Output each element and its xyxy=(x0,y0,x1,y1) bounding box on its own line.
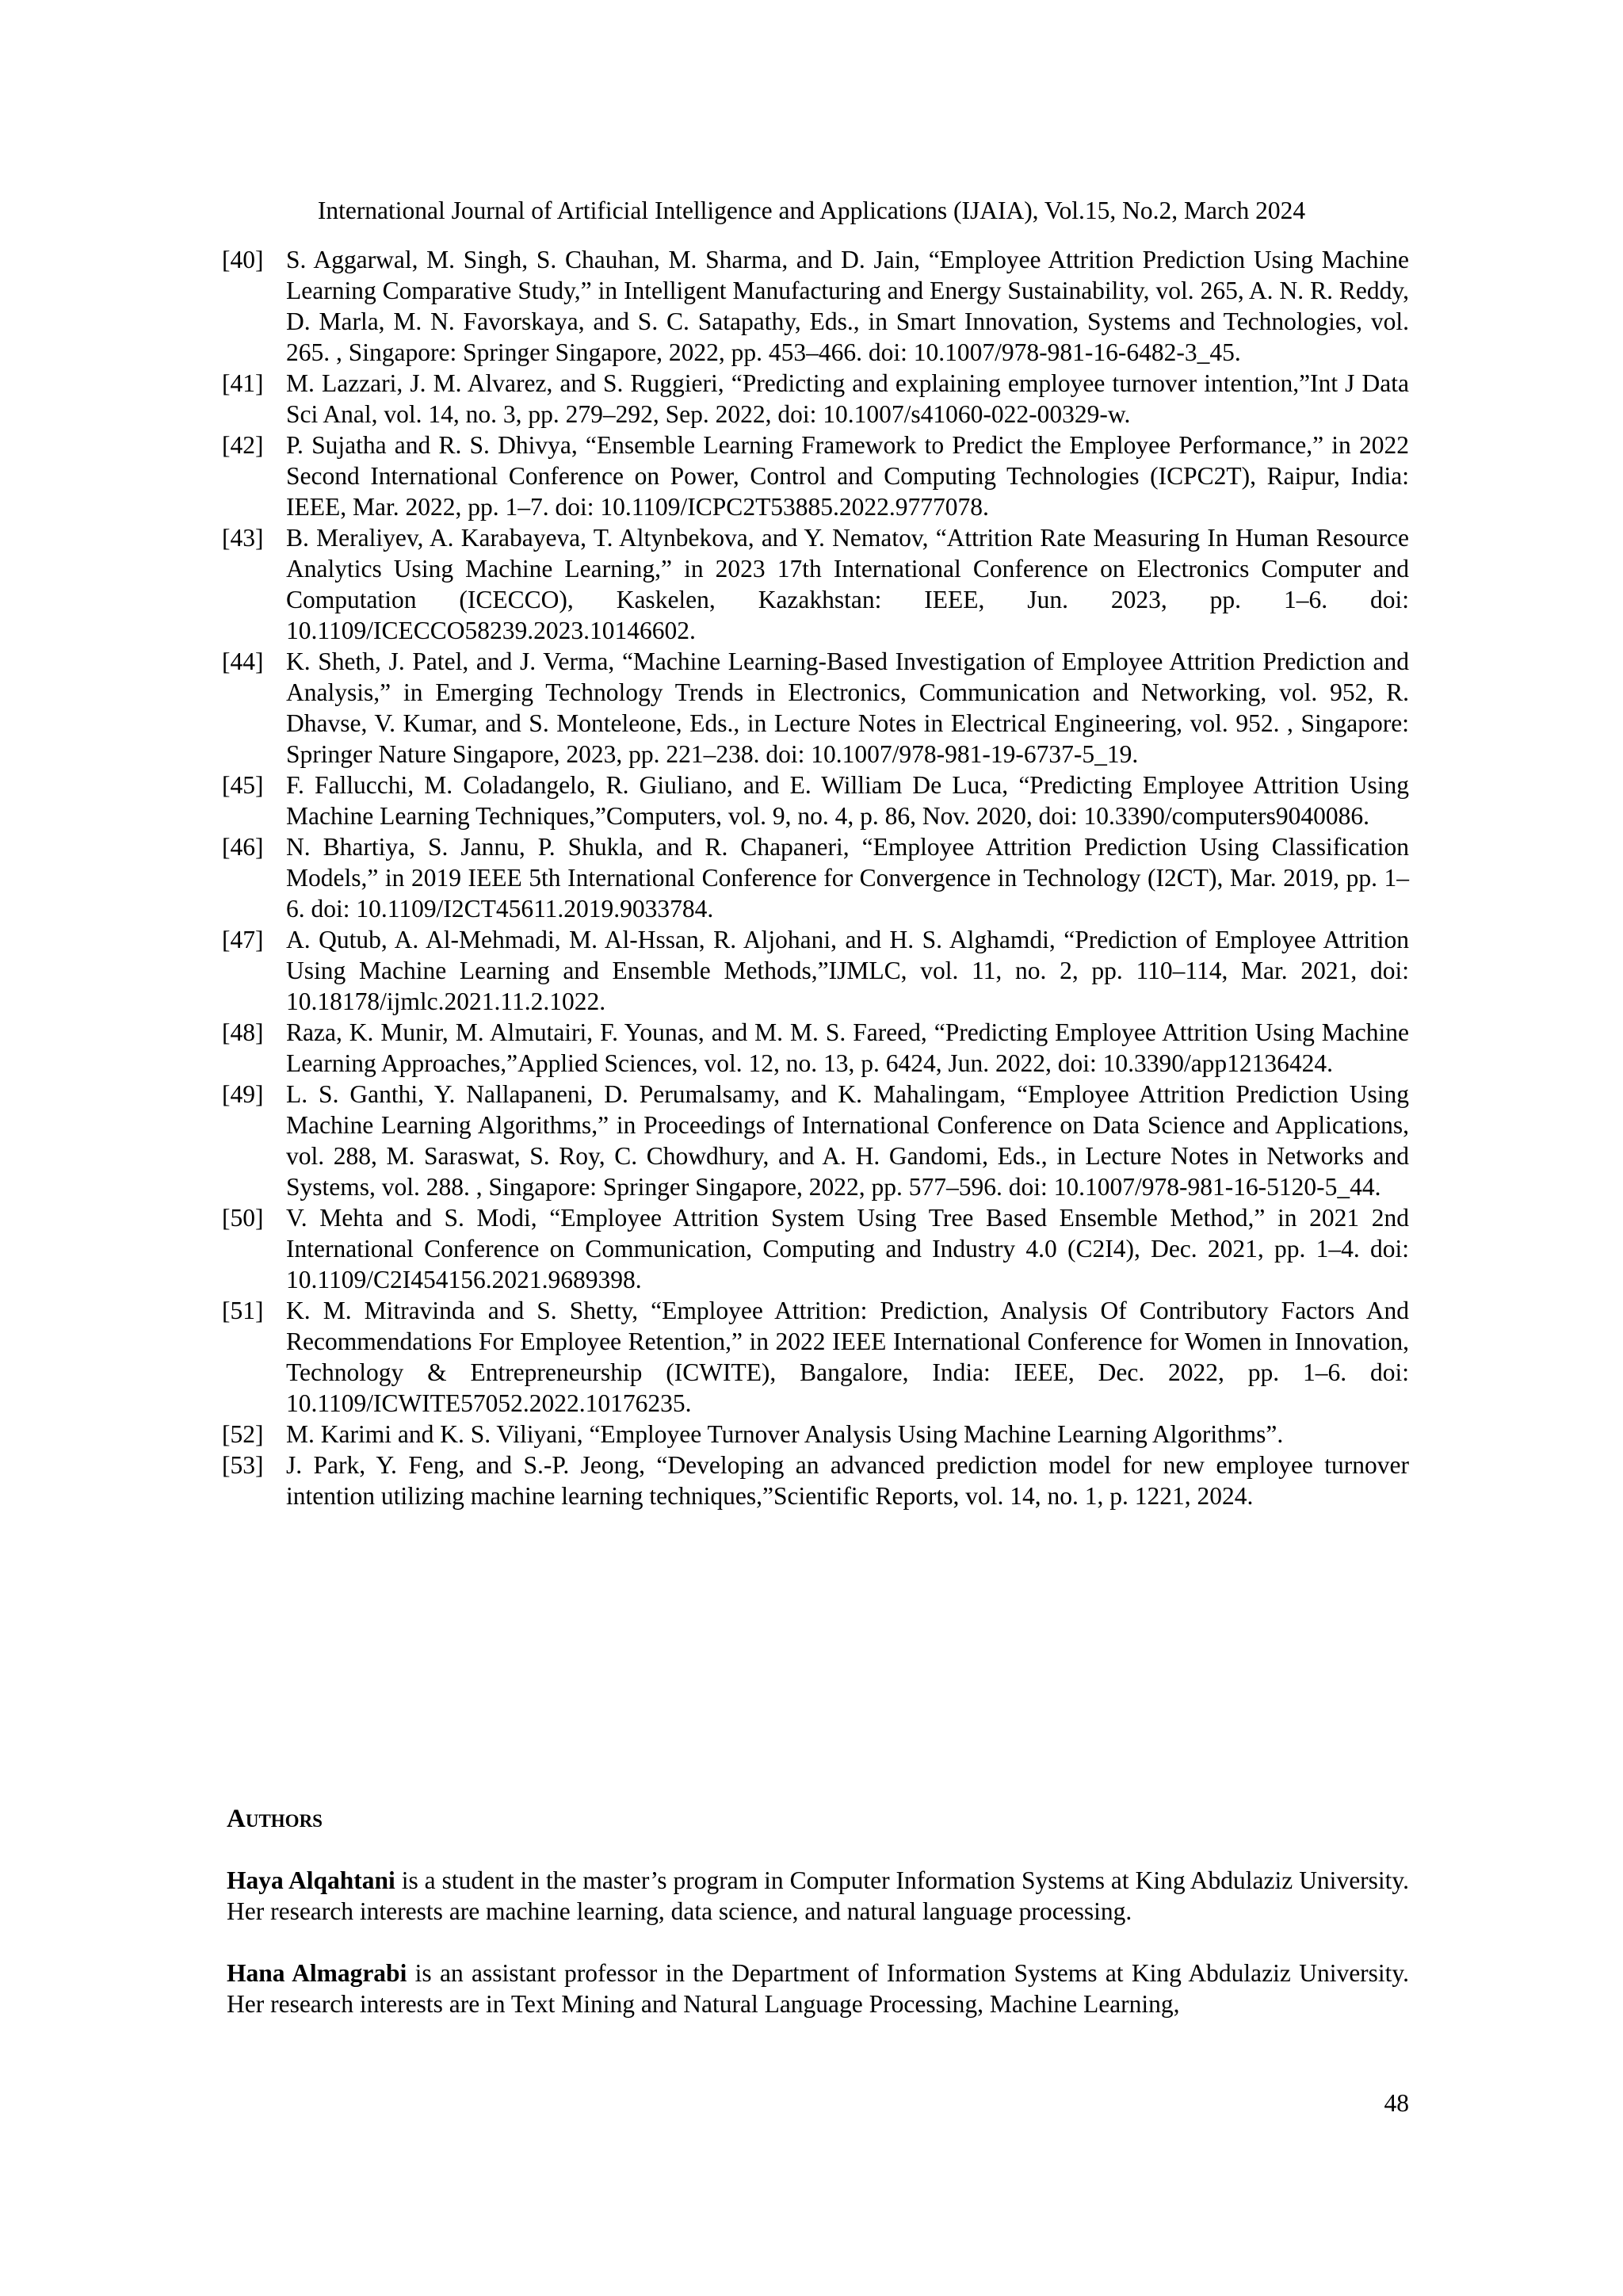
running-header: International Journal of Artificial Intelligence and Applications (IJAIA), Vol.15, No.2, March 2024 xyxy=(317,197,1306,224)
reference-number: [42] xyxy=(222,431,264,459)
reference-number: [41] xyxy=(222,369,264,397)
reference-number: [51] xyxy=(222,1297,264,1324)
reference-item xyxy=(222,831,1409,924)
reference-text: K. M. Mitravinda and S. Shetty, “Employee Attrition: Prediction, Analysis Of Contributory Factors And Recommendations For Employee Retention,” in 2022 IEEE International Conference for Women in Innovation, Technology & Entrepreneurship (ICWITE), Bangalore, India: IEEE, Dec. 2022, pp. 1–6. doi: 10.1109/ICWITE57052.2022.10176235. xyxy=(286,1297,1409,1417)
reference-item xyxy=(222,1079,1409,1202)
author-bio-text: is an assistant professor in the Department of Information Systems at King Abdulaziz University. Her research interests are in Text Mining and Natural Language Processing, Machine Learning, xyxy=(227,1959,1410,2018)
reference-number: [48] xyxy=(222,1018,264,1046)
reference-item xyxy=(222,368,1409,430)
reference-item xyxy=(222,1450,1409,1511)
authors-heading xyxy=(227,1803,323,1835)
reference-text: M. Karimi and K. S. Viliyani, “Employee Turnover Analysis Using Machine Learning Algorithms”. xyxy=(286,1420,1284,1448)
reference-text: S. Aggarwal, M. Singh, S. Chauhan, M. Sharma, and D. Jain, “Employee Attrition Prediction Using Machine Learning Comparative Study,” in Intelligent Manufacturing and Energy Sustainability, vol. 265, A. N. R. Reddy, D. Marla, M. N. Favorskaya, and S. C. Satapathy, Eds., in Smart Innovation, Systems and Technologies, vol. 265. , Singapore: Springer Singapore, 2022, pp. 453–466. doi: 10.1007/978-981-16-6482-3_45. xyxy=(286,246,1409,366)
authors-heading-initial: A xyxy=(227,1805,246,1833)
authors-heading-rest: uthors xyxy=(245,1805,323,1833)
reference-number: [52] xyxy=(222,1420,264,1448)
reference-item xyxy=(222,522,1409,646)
reference-text: M. Lazzari, J. M. Alvarez, and S. Ruggieri, “Predicting and explaining employee turnover intention,”Int J Data Sci Anal, vol. 14, no. 3, pp. 279–292, Sep. 2022, doi: 10.1007/s41060-022-00329-w. xyxy=(286,369,1409,428)
reference-text: B. Meraliyev, A. Karabayeva, T. Altynbekova, and Y. Nematov, “Attrition Rate Measuring In Human Resource Analytics Using Machine Learning,” in 2023 17th International Conference on Electronics Computer and Computation (ICECCO), Kaskelen, Kazakhstan: IEEE, Jun. 2023, pp. 1–6. doi: 10.1109/ICECCO58239.2023.10146602. xyxy=(286,524,1409,644)
reference-item xyxy=(222,646,1409,770)
author-bio xyxy=(227,1865,1409,1927)
author-name: Haya Alqahtani xyxy=(227,1866,395,1894)
reference-item xyxy=(222,430,1409,522)
reference-item xyxy=(222,244,1409,368)
reference-number: [45] xyxy=(222,771,264,799)
reference-number: [46] xyxy=(222,833,264,861)
reference-item xyxy=(222,1202,1409,1295)
page-number: 48 xyxy=(1384,2089,1409,2117)
reference-number: [44] xyxy=(222,648,264,675)
reference-text: P. Sujatha and R. S. Dhivya, “Ensemble Learning Framework to Predict the Employee Performance,” in 2022 Second International Conference on Power, Control and Computing Technologies (ICPC2T), Raipur, India: IEEE, Mar. 2022, pp. 1–7. doi: 10.1109/ICPC2T53885.2022.9777078. xyxy=(286,431,1409,521)
reference-number: [50] xyxy=(222,1204,264,1232)
author-bio-text: is a student in the master’s program in Computer Information Systems at King Abdulaziz University. Her research interests are machine learning, data science, and natural language processing. xyxy=(227,1866,1409,1925)
author-name: Hana Almagrabi xyxy=(227,1959,407,1987)
reference-text: N. Bhartiya, S. Jannu, P. Shukla, and R. Chapaneri, “Employee Attrition Prediction Using Classification Models,” in 2019 IEEE 5th International Conference for Convergence in Technology (I2CT), Mar. 2019, pp. 1–6. doi: 10.1109/I2CT45611.2019.9033784. xyxy=(286,833,1409,923)
reference-list xyxy=(222,244,1409,1511)
reference-number: [53] xyxy=(222,1451,264,1479)
reference-item xyxy=(222,1017,1409,1079)
author-bio xyxy=(227,1958,1409,2019)
reference-text: K. Sheth, J. Patel, and J. Verma, “Machine Learning-Based Investigation of Employee Attrition Prediction and Analysis,” in Emerging Technology Trends in Electronics, Communication and Networking, vol. 952, R. Dhavse, V. Kumar, and S. Monteleone, Eds., in Lecture Notes in Electrical Engineering, vol. 952. , Singapore: Springer Nature Singapore, 2023, pp. 221–238. doi: 10.1007/978-981-19-6737-5_19. xyxy=(286,648,1409,768)
reference-text: Raza, K. Munir, M. Almutairi, F. Younas, and M. M. S. Fareed, “Predicting Employee Attrition Using Machine Learning Approaches,”Applied Sciences, vol. 12, no. 13, p. 6424, Jun. 2022, doi: 10.3390/app12136424. xyxy=(286,1018,1409,1077)
reference-text: A. Qutub, A. Al-Mehmadi, M. Al-Hssan, R. Aljohani, and H. S. Alghamdi, “Prediction of Employee Attrition Using Machine Learning and Ensemble Methods,”IJMLC, vol. 11, no. 2, pp. 110–114, Mar. 2021, doi: 10.18178/ijmlc.2021.11.2.1022. xyxy=(286,926,1409,1015)
reference-text: V. Mehta and S. Modi, “Employee Attrition System Using Tree Based Ensemble Method,” in 2021 2nd International Conference on Communication, Computing and Industry 4.0 (C2I4), Dec. 2021, pp. 1–4. doi: 10.1109/C2I454156.2021.9689398. xyxy=(286,1204,1409,1293)
reference-item xyxy=(222,770,1409,831)
reference-text: F. Fallucchi, M. Coladangelo, R. Giuliano, and E. William De Luca, “Predicting Employee Attrition Using Machine Learning Techniques,”Computers, vol. 9, no. 4, p. 86, Nov. 2020, doi: 10.3390/computers9040086. xyxy=(286,771,1409,830)
reference-text: L. S. Ganthi, Y. Nallapaneni, D. Perumalsamy, and K. Mahalingam, “Employee Attrition Prediction Using Machine Learning Algorithms,” in Proceedings of International Conference on Data Science and Applications, vol. 288, M. Saraswat, S. Roy, C. Chowdhury, and A. H. Gandomi, Eds., in Lecture Notes in Networks and Systems, vol. 288. , Singapore: Springer Singapore, 2022, pp. 577–596. doi: 10.1007/978-981-16-5120-5_44. xyxy=(286,1080,1409,1201)
reference-number: [43] xyxy=(222,524,264,552)
reference-item xyxy=(222,1295,1409,1419)
reference-number: [49] xyxy=(222,1080,264,1108)
reference-number: [47] xyxy=(222,926,264,953)
reference-item xyxy=(222,924,1409,1017)
reference-number: [40] xyxy=(222,246,264,273)
reference-text: J. Park, Y. Feng, and S.-P. Jeong, “Developing an advanced prediction model for new employee turnover intention utilizing machine learning techniques,”Scientific Reports, vol. 14, no. 1, p. 1221, 2024. xyxy=(286,1451,1409,1510)
reference-item xyxy=(222,1419,1409,1450)
